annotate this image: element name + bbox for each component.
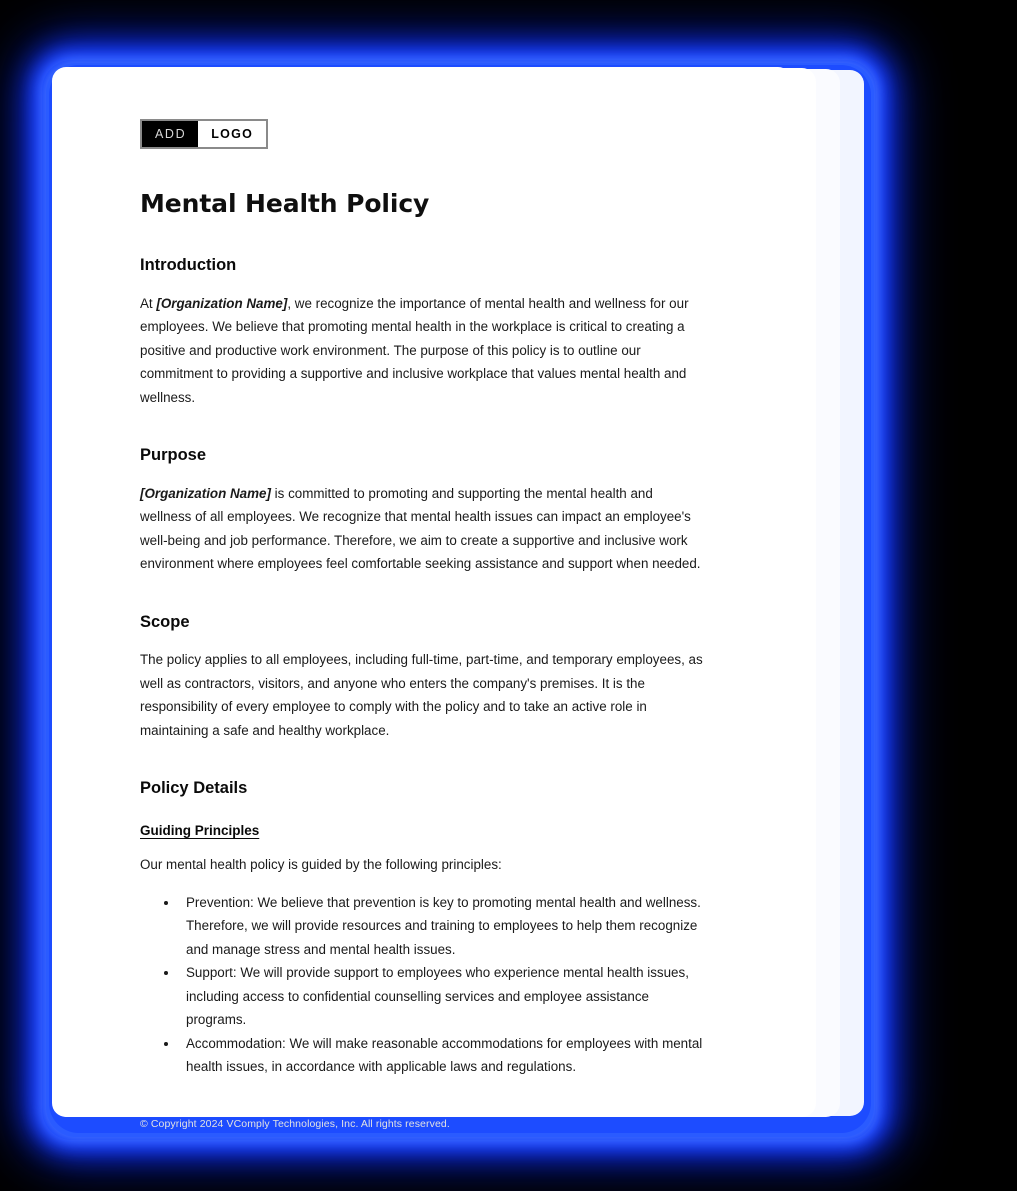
add-logo-logo-label: LOGO xyxy=(211,127,254,141)
copyright-footer: © Copyright 2024 VComply Technologies, Inc. All rights reserved. xyxy=(140,1117,450,1130)
page-title: Mental Health Policy xyxy=(140,189,430,218)
document-page xyxy=(52,67,792,1130)
purpose-suffix: is committed to promoting and supporting the mental health and wellness of all employees. We recognize that mental health issues can impact an employee's well-being and job performance. Therefore, we aim to create a supportive and inclusive work environment where employees feel comfortable seeking assistance and support when needed. xyxy=(140,485,701,572)
add-logo-placeholder[interactable] xyxy=(140,119,268,149)
section-paragraph-scope: The policy applies to all employees, including full-time, part-time, and temporary employees, as well as contractors, visitors, and anyone who enters the company's premises. It is the responsibility of every employee to comply with the policy and to take an active role in maintaining a safe and healthy workplace. xyxy=(140,652,703,738)
guiding-principles-intro: Our mental health policy is guided by the following principles: xyxy=(140,857,502,872)
list-item: Accommodation: We will make reasonable accommodations for employees with mental health issues, in accordance with applicable laws and regulations. xyxy=(186,1032,706,1079)
add-logo-add-label: ADD xyxy=(142,121,198,147)
intro-suffix: , we recognize the importance of mental health and wellness for our employees. We believe that promoting mental health in the workplace is critical to creating a positive and productive work environment. The purpose of this policy is to outline our commitment to providing a supportive and inclusive workplace that values mental health and wellness. xyxy=(140,295,689,405)
intro-prefix: At xyxy=(140,295,157,311)
list-item: Prevention: We believe that prevention is key to promoting mental health and wellness. Therefore, we will provide resources and training to employees to help them recognize and manage stress and mental health issues. xyxy=(186,891,706,962)
guiding-principles-list xyxy=(140,891,706,1079)
organization-name-token: [Organization Name] xyxy=(140,485,271,501)
organization-name-token: [Organization Name] xyxy=(156,295,288,311)
section-heading-policy-details: Policy Details xyxy=(140,779,248,798)
subsection-heading-guiding-principles: Guiding Principles xyxy=(140,823,260,838)
section-heading-introduction: Introduction xyxy=(140,256,237,274)
list-item: Support: We will provide support to employees who experience mental health issues, including access to confidential counselling services and employee assistance programs. xyxy=(186,961,706,1032)
section-paragraph-introduction xyxy=(140,292,706,410)
document-content xyxy=(140,119,706,1130)
section-paragraph-purpose xyxy=(140,482,706,576)
section-heading-purpose: Purpose xyxy=(140,446,207,465)
section-heading-scope: Scope xyxy=(140,612,190,631)
